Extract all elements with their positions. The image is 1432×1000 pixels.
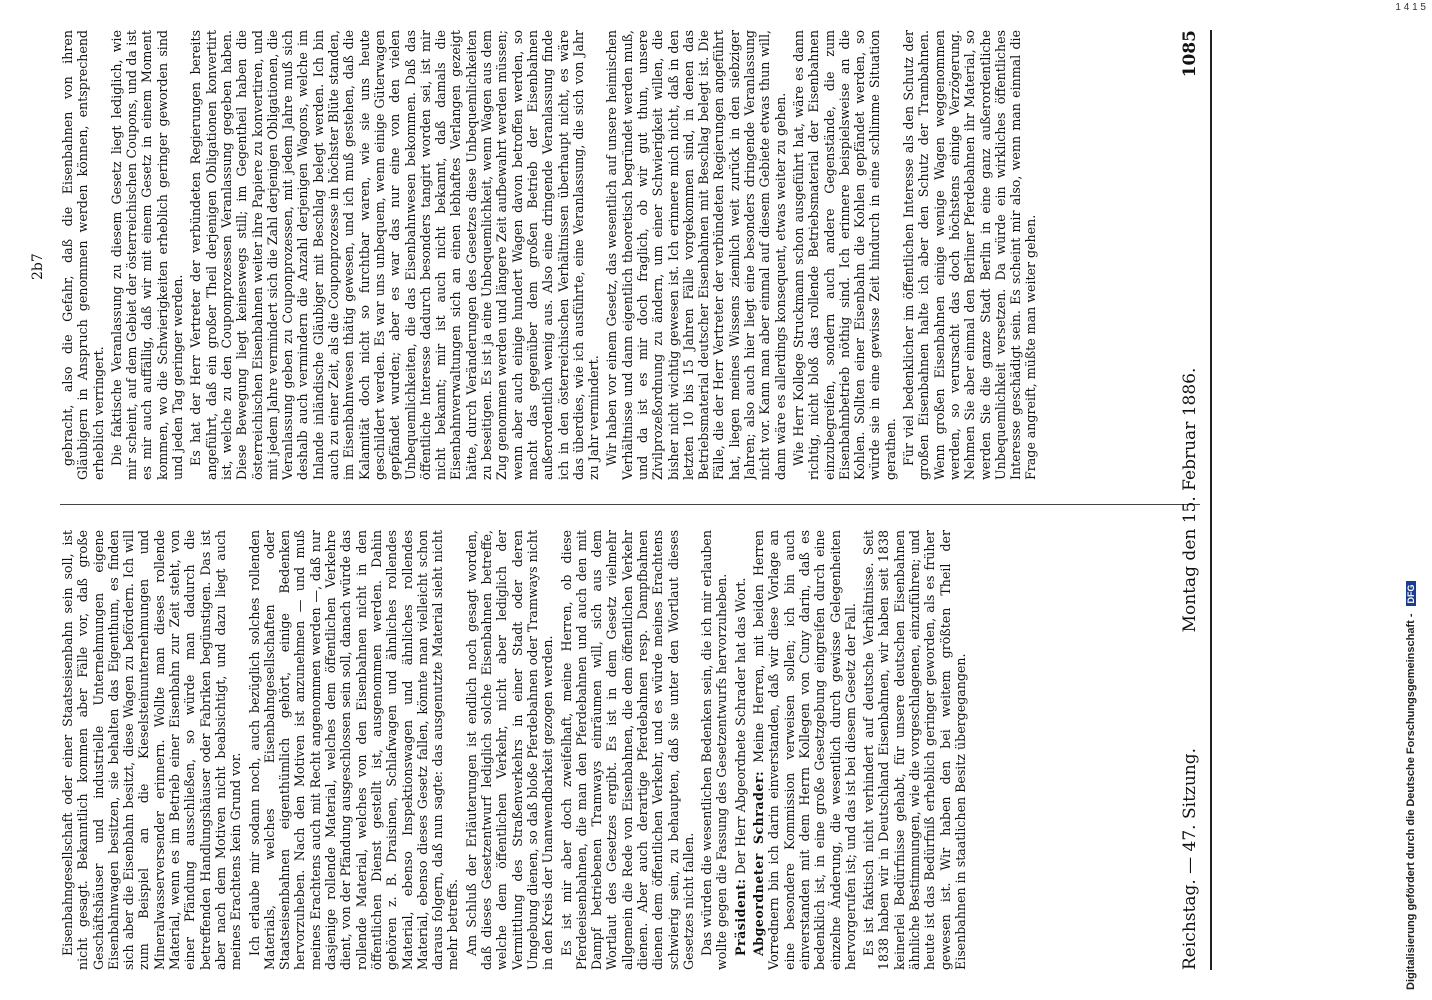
page-header <box>1180 30 1220 970</box>
paragraph: Das würden die wesentlichen Bedenken sein, die ich mir erlauben wollte gegen die Fassung des Gesetzentwurfs hervorzuheben. <box>699 530 730 970</box>
header-session: Reichstag. — 47. Sitzung. <box>1180 747 1200 970</box>
dfg-logo: DFG <box>1406 581 1416 606</box>
paragraph: Wir haben vor einem Gesetz, das wesentlich auf unsere heimischen Verhältnisse und dann eigentlich theoretisch begründet werden muß, und da ist es mir doch fraglich, ob wir gut thun, unsere Zivilprozeßordnung zu ändern, um einer Schwierigkeit willen, die bisher nicht wichtig gewesen ist. Ich erinnere mich nicht, daß in den letzten 10 bis 15 Jahren Fälle vorgekommen sind, in denen das Betriebsmaterial deutscher Eisenbahnen mit Beschlag belegt ist. Die Fälle, die der Herr Vertreter der verbündeten Regierungen angeführt hat, liegen meines Wissens ziemlich weit zurück in den siebziger Jahren; also auch hier liegt eine besonders dringende Veranlassung nicht vor. Kann man aber einmal auf diesem Gebiete etwas thun will, dann wäre es allerdings konsequent, etwas weiter zu gehen. <box>604 30 788 480</box>
paragraph: Für viel bedenklicher im öffentlichen Interesse als den Schutz der großen Eisenbahnen halte ich aber den Schutz der Trambahnen. Wenn großen Eisenbahnen einige wenige Wagen weggenommen werden, so verursacht das doch höchstens einige Verzögerung. Nehmen Sie aber einmal den Berliner Pferdebahnen ihr Material, so werden Sie die ganze Stadt Berlin in eine ganz außerordentliche Unbequemlichkeit versetzen. Da würde ein wirkliches öffentliches Interesse geschädigt sein. Es scheint mir also, wenn man einmal die Frage angreift, müßte man weiter gehen. <box>901 30 1039 480</box>
paragraph: Eisenbahngesellschaft oder einer Staatseisenbahn sein soll, ist nicht gesagt. Bekanntlich kommen aber Fälle vor, daß große Geschäftshäuser und industrielle Unternehmungen eigene Eisenbahnwagen besitzen, sie behalten das Eigenthum, es finden sich aber die Eisenbahn besitzt, diese Wagen zu befördern. Ich will zum Beispiel an die Kieselsteinunternehmungen und Mineralwasserversender erinnern. Wollte man dieses rollende Material, wenn es im Betrieb einer Eisenbahn zur Zeit steht, von einer Pfändung ausschließen, so würde man dadurch die betreffenden Handlungshäuser oder Fabriken begünstigen. Das ist aber nach dem Motiven nicht beabsichtigt, und dazu liegt auch meines Erachtens kein Grund vor. <box>60 530 244 970</box>
paragraph: gebracht, also die Gefahr, daß die Eisenbahnen von ihren Gläubigern in Anspruch genommen werden können, entsprechend erheblich verringert. <box>60 30 106 480</box>
paragraph: Am Schluß der Erläuterungen ist endlich noch gesagt worden, daß dieses Gesetzentwurf lediglich solche Eisenbahnen betreffe, welche dem öffentlichen Verkehr, nicht aber lediglich der Vermittlung des Straßenverkehrs in einer Stadt oder deren Umgebung dienen, so daß bloße Pferdebahnen oder Tramways nicht in den Kreis der Unanwendbarkeit gezogen werden. <box>463 530 556 970</box>
page-mark: 2b7 <box>30 253 46 280</box>
speaker-label: Abgeordneter Schrader: <box>751 770 767 956</box>
paragraph: Die faktische Veranlassung zu diesem Gesetz liegt lediglich, wie mir scheint, auf dem Gebiet der österreichischen Coupons, und da ist es mir auch auffällig, daß wir mit einem Gesetz in einem Moment kommen, wo die Schwierigkeiten erheblich geringer geworden sind und jeden Tag geringer werden. <box>108 30 186 480</box>
paragraph: Ich erlaube mir sodann noch, auch bezüglich solches rollenden Materials, welches Eisenbahngesellschaften oder Staatseisenbahnen eigenthümlich gehört, einige Bedenken hervorzuheben. Nach den Motiven ist anzunehmen — und muß meines Erachtens auch mit Recht angenommen werden —, daß nur dasjenige rollende Material, welches dem öffentlichen Verkehre dient, von der Pfändung ausgeschlossen sein soll, danach würde das rollende Material, welches von den Eisenbahnen nicht in den öffentlichen Dienst gestellt ist, ausgenommen werden. Dahin gehören z. B. Draisinen, Schlafwagen und ähnliches rollendes Material, ebenso Inspektionswagen und ähnliches rollendes Material, ebenso dieses Gesetz fallen, könnte man vielleicht schon daraus folgern, daß nun sagte: das ausgenutzte Material sieht nicht mehr betreffs. <box>246 530 461 970</box>
right-column <box>60 30 1200 480</box>
speaker-paragraph <box>733 530 748 970</box>
paragraph: Es ist mir aber doch zweifelhaft, meine Herren, ob diese Pferdeeisenbahnen, die man den Pferdebahnen und auch den mit Dampf betriebenen Tramways einräumen will, sich aus dem Wortlaut des Gesetzes ergibt. Es ist in dem Gesetz vielmehr allgemein die Rede von Eisenbahnen, die dem öffentlichen Verkehr dienen. Aber auch derartige Pferdebahnen resp. Dampfbahnen dienen dem öffentlichen Verkehr, und es würde meines Erachtens schwierig sein, zu behaupten, daß sie unter den Wortlaut dieses Gesetzes nicht fallen. <box>558 530 696 970</box>
header-page-number: 1085 <box>1180 30 1200 78</box>
digitization-notice <box>1405 584 1425 990</box>
speaker-label: Präsident: <box>732 878 748 956</box>
paragraph: Wie Herr Kollege Struckmann schon ausgeführt hat, wäre es dann richtig, nicht bloß das rollende Betriebsmaterial der Eisenbahnen einzubegreifen, sondern auch andere Gegenstände, die zum Eisenbahnbetrieb nöthig sind. Ich erinnere beispielsweise an die Kohlen. Sollten einer Eisenbahn die Kohlen gepfändet werden, so würde sie in eine gewisse Zeit hindurch in eine schlimme Situation gerathen. <box>790 30 898 480</box>
header-rule <box>1210 30 1212 970</box>
speaker-paragraph <box>751 530 858 970</box>
paragraph: Es hat der Herr Vertreter der verbündeten Regierungen bereits angeführt, daß ein großer Theil derjenigen Obligationen konvertirt ist, welche zu den Couponprozessen Veranlassung gegeben haben. Diese Bewegung liegt keineswegs still; im Gegentheil haben die österreichischen Eisenbahnen weiter ihre Papiere zu konvertiren, und mit jedem Jahre vermindert sich die Zahl derjenigen Obligationen, die Veranlassung geben zu Couponprozessen, mit jedem Jahre muß sich deshalb auch vermindern die Anzahl derjenigen Wagons, welche im Inlande inländische Gläubiger mit Beschlag belegt werden. Ich bin auch zu einer Zeit, als die Couponprozesse in höchster Blüte standen, im Eisenbahnwesen thätig gewesen, und ich muß gestehen, daß die Kalamität doch nicht so furchtbar waren, wie sie uns heute geschildert werden. Es war uns unbequem, wenn einige Güterwagen gepfändet wurden; aber es war das nur eine von den vielen Unbequemlichkeiten, die das Eisenbahnwesen bekommen. Daß das öffentliche Interesse dadurch besonders tangirt worden sei, ist mir nicht bekannt; mir ist auch nicht bekannt, daß damals die Eisenbahnverwaltungen sich an einen lebhaftes Verlangen gezeigt hätte, durch Veränderungen des Gesetzes diese Unbequemlichkeiten zu beseitigen. Es ist ja eine Unbequemlichkeit, wenn Wagen aus dem Zug genommen werden und längere Zeit aufbewahrt werden müssen; wenn aber auch einige hundert Wagen davon betroffen werden, so macht das gegenüber dem großen Betrieb der Eisenbahnen außerordentlich wenig aus. Also eine dringende Veranlassung finde ich in den österreichischen Verhältnissen überhaupt nicht, es wäre das überdies, wie ich ausführte, eine Veranlassung, die sich von Jahr zu Jahr vermindert. <box>188 30 602 480</box>
speaker-text: Meine Herren, mit beiden Herren Vorrednern bin ich darin einverstanden, daß wir diese Vorlage an eine besondere Kommission verweisen sollen; ich bin auch einverstanden mit dem Herrn Kollegen von Cuny darin, daß es bedenklich ist, in eine große Gesetzgebung eingreifen durch eine einzelne Änderung, die wesentlich durch gewisse Gelegenheiten hervorgerufen ist; und das ist bei diesem Gesetz der Fall. <box>751 530 858 970</box>
header-date: Montag den 15. Februar 1886. <box>1180 367 1200 633</box>
corner-mark: 1 4 1 5 <box>1395 2 1426 13</box>
left-column <box>60 530 1200 970</box>
column-divider <box>60 504 1200 505</box>
paragraph: Es ist faktisch nicht verhindert auf deutsche Verhältnisse. Seit 1838 haben wir in Deutschland Eisenbahnen, wir haben seit 1838 keinerlei Bedürfnisse gehabt, für unsere deutschen Eisenbahnen ähnliche Bestimmungen, wie die vorgeschlagenen, einzuführen; und heute ist das Bedürfniß erheblich geringer geworden, als es früher gewesen ist. Wir haben den bei weitem größten Theil der Eisenbahnen in staatlichen Besitz übergegangen. <box>861 530 968 970</box>
digitization-text: Digitalisierung gefördert durch die Deutsche Forschungsgemeinschaft - <box>1405 610 1417 990</box>
speaker-text: Der Herr Abgeordnete Schrader hat das Wort. <box>732 577 748 879</box>
